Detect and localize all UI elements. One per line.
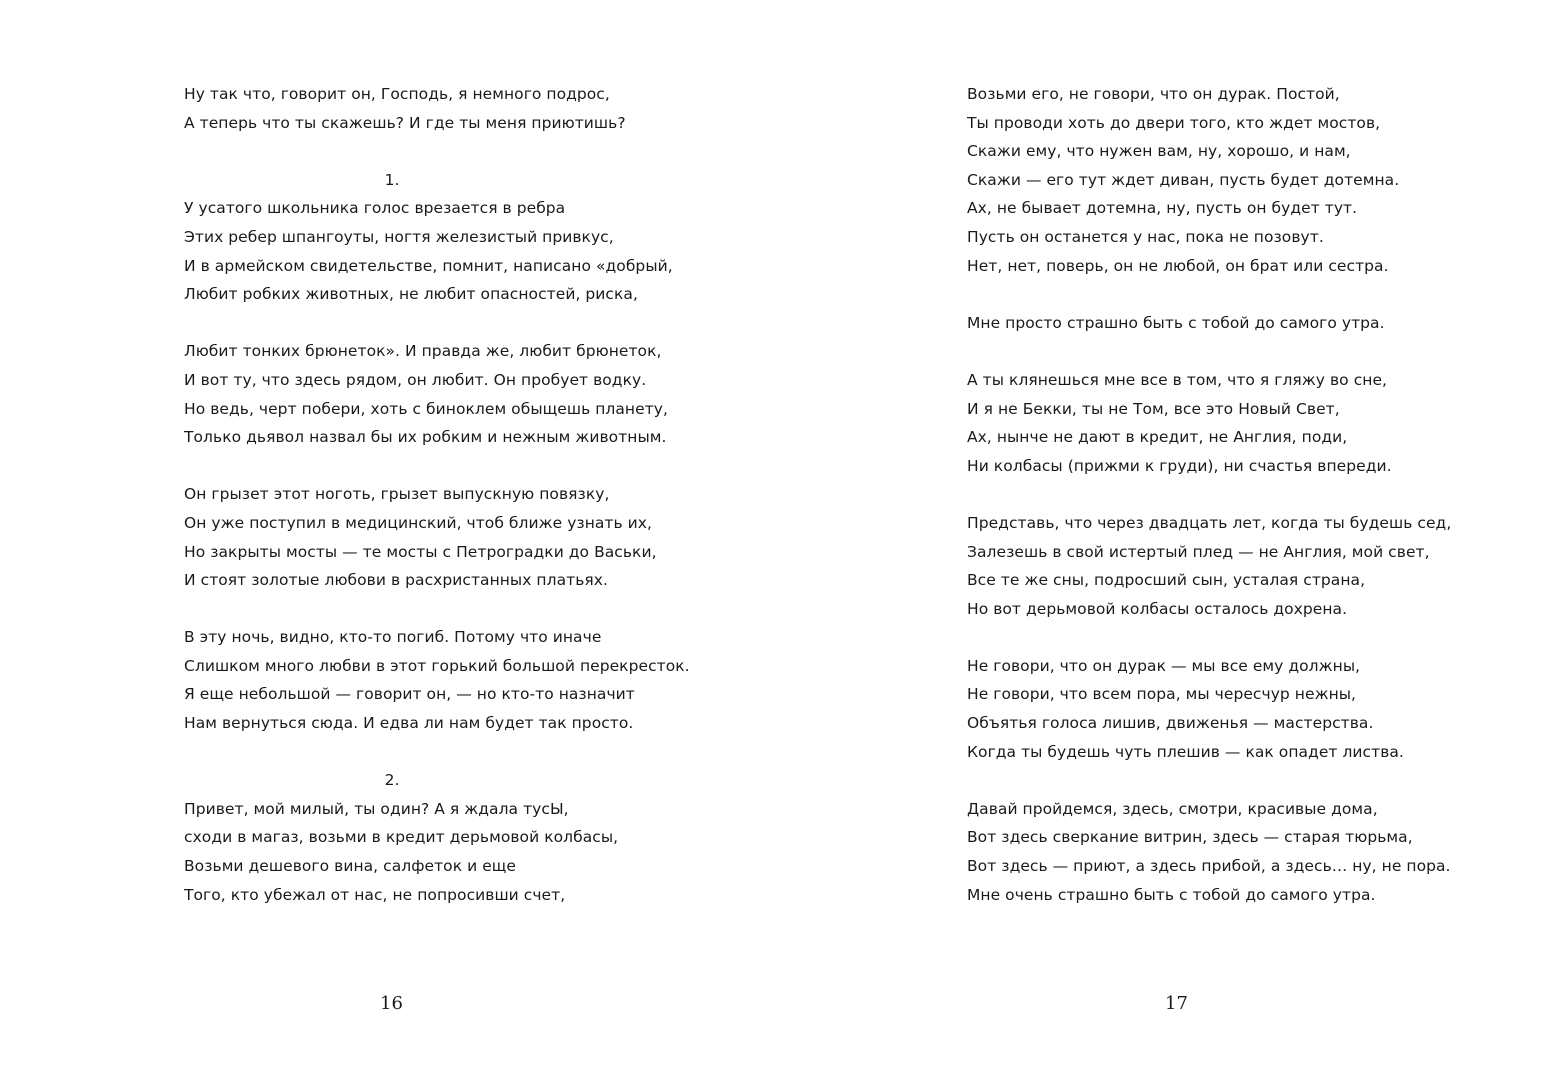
poem-line: Пусть он останется у нас, пока не позовут. xyxy=(967,227,1324,246)
poem-line: Ах, не бывает дотемна, ну, пусть он будет тут. xyxy=(967,199,1358,218)
poem-line: Любит робких животных, не любит опасностей, риска, xyxy=(184,285,638,304)
poem-line: Возьми его, не говори, что он дурак. Постой, xyxy=(967,85,1340,103)
poem-line: Ты проводи хоть до двери того, кто ждет мостов, xyxy=(967,113,1381,132)
poem-line: Мне очень страшно быть с тобой до самого утра. xyxy=(967,885,1376,904)
poem-line: Но ведь, черт побери, хоть с биноклем обыщешь планету, xyxy=(184,399,668,418)
poem-line: Давай пройдемся, здесь, смотри, красивые дома, xyxy=(967,799,1378,818)
stanza-break xyxy=(184,137,690,166)
section-number: 1. xyxy=(384,170,400,189)
poem-line: И стоят золотые любови в расхристанных платьях. xyxy=(184,571,608,590)
stanza-break xyxy=(184,738,690,767)
stanza-break xyxy=(184,595,690,624)
poem-line: И вот ту, что здесь рядом, он любит. Он пробует водку. xyxy=(184,370,647,389)
poem-line: Он грызет этот ноготь, грызет выпускную повязку, xyxy=(184,485,610,504)
poem-line: А теперь что ты скажешь? И где ты меня приютишь? xyxy=(184,113,626,132)
poem-line: Скажи ему, что нужен вам, ну, хорошо, и нам, xyxy=(967,142,1351,161)
poem-line: Скажи — его тут ждет диван, пусть будет дотемна. xyxy=(967,170,1400,189)
stanza-break xyxy=(184,452,690,481)
poem-line: Не говори, что всем пора, мы чересчур нежны, xyxy=(967,685,1357,704)
poem-line: Нам вернуться сюда. И едва ли нам будет так просто. xyxy=(184,714,634,733)
poem-line: Но вот дерьмовой колбасы осталось дохрена. xyxy=(967,599,1348,618)
poem-line: Когда ты будешь чуть плешив — как опадет листва. xyxy=(967,742,1404,761)
poem-text-left xyxy=(184,80,690,909)
poem-line: Но закрыты мосты — те мосты с Петроградки до Васьки, xyxy=(184,542,657,561)
poem-line: Представь, что через двадцать лет, когда ты будешь сед, xyxy=(967,513,1452,532)
poem-line: Нет, нет, поверь, он не любой, он брат или сестра. xyxy=(967,256,1389,275)
poem-line: Привет, мой милый, ты один? А я ждала тусЫ, xyxy=(184,799,569,818)
poem-line: Ах, нынче не дают в кредит, не Англия, поди, xyxy=(967,428,1348,447)
poem-line: Этих ребер шпангоуты, ногтя железистый привкус, xyxy=(184,227,614,246)
stanza-break xyxy=(967,766,1451,795)
right-page xyxy=(783,0,1566,1080)
poem-line: Слишком много любви в этот горький большой перекресток. xyxy=(184,656,690,675)
poem-line: Залезешь в свой истертый плед — не Англия, мой свет, xyxy=(967,542,1430,561)
poem-line: Ну так что, говорит он, Господь, я немного подрос, xyxy=(184,85,610,103)
poem-line: И в армейском свидетельстве, помнит, написано «добрый, xyxy=(184,256,673,275)
poem-line: В эту ночь, видно, кто-то погиб. Потому что иначе xyxy=(184,628,602,647)
stanza-break xyxy=(967,480,1451,509)
poem-line: И я не Бекки, ты не Том, все это Новый Свет, xyxy=(967,399,1340,418)
stanza-break xyxy=(184,309,690,338)
poem-line: Вот здесь сверкание витрин, здесь — старая тюрьма, xyxy=(967,828,1413,847)
poem-line: Только дьявол назвал бы их робким и нежным животным. xyxy=(184,428,667,447)
page-number-left: 16 xyxy=(380,993,403,1014)
poem-line: Объятья голоса лишив, движенья — мастерства. xyxy=(967,714,1374,733)
poem-line: Мне просто страшно быть с тобой до самого утра. xyxy=(967,313,1385,332)
poem-line: Я еще небольшой — говорит он, — но кто-то назначит xyxy=(184,685,635,704)
poem-line: Все те же сны, подросший сын, усталая страна, xyxy=(967,571,1366,590)
poem-line: сходи в магаз, возьми в кредит дерьмовой колбасы, xyxy=(184,828,619,847)
stanza-break xyxy=(967,623,1451,652)
poem-line: А ты клянешься мне все в том, что я гляжу во сне, xyxy=(967,370,1388,389)
poem-line: Он уже поступил в медицинский, чтоб ближе узнать их, xyxy=(184,513,653,532)
poem-line: Не говори, что он дурак — мы все ему должны, xyxy=(967,656,1361,675)
poem-line: Ни колбасы (прижми к груди), ни счастья впереди. xyxy=(967,456,1392,475)
poem-line: У усатого школьника голос врезается в ребра xyxy=(184,199,566,218)
poem-line: Возьми дешевого вина, салфеток и еще xyxy=(184,857,517,876)
stanza-break xyxy=(967,280,1451,309)
stanza-break xyxy=(967,337,1451,366)
poem-line: Вот здесь — приют, а здесь прибой, а здесь… ну, не пора. xyxy=(967,857,1451,876)
poem-line: Любит тонких брюнеток». И правда же, любит брюнеток, xyxy=(184,342,662,361)
section-number: 2. xyxy=(384,771,400,790)
poem-text-right xyxy=(967,80,1451,909)
page-number-right: 17 xyxy=(1165,993,1188,1014)
poem-line: Того, кто убежал от нас, не попросивши счет, xyxy=(184,885,566,904)
